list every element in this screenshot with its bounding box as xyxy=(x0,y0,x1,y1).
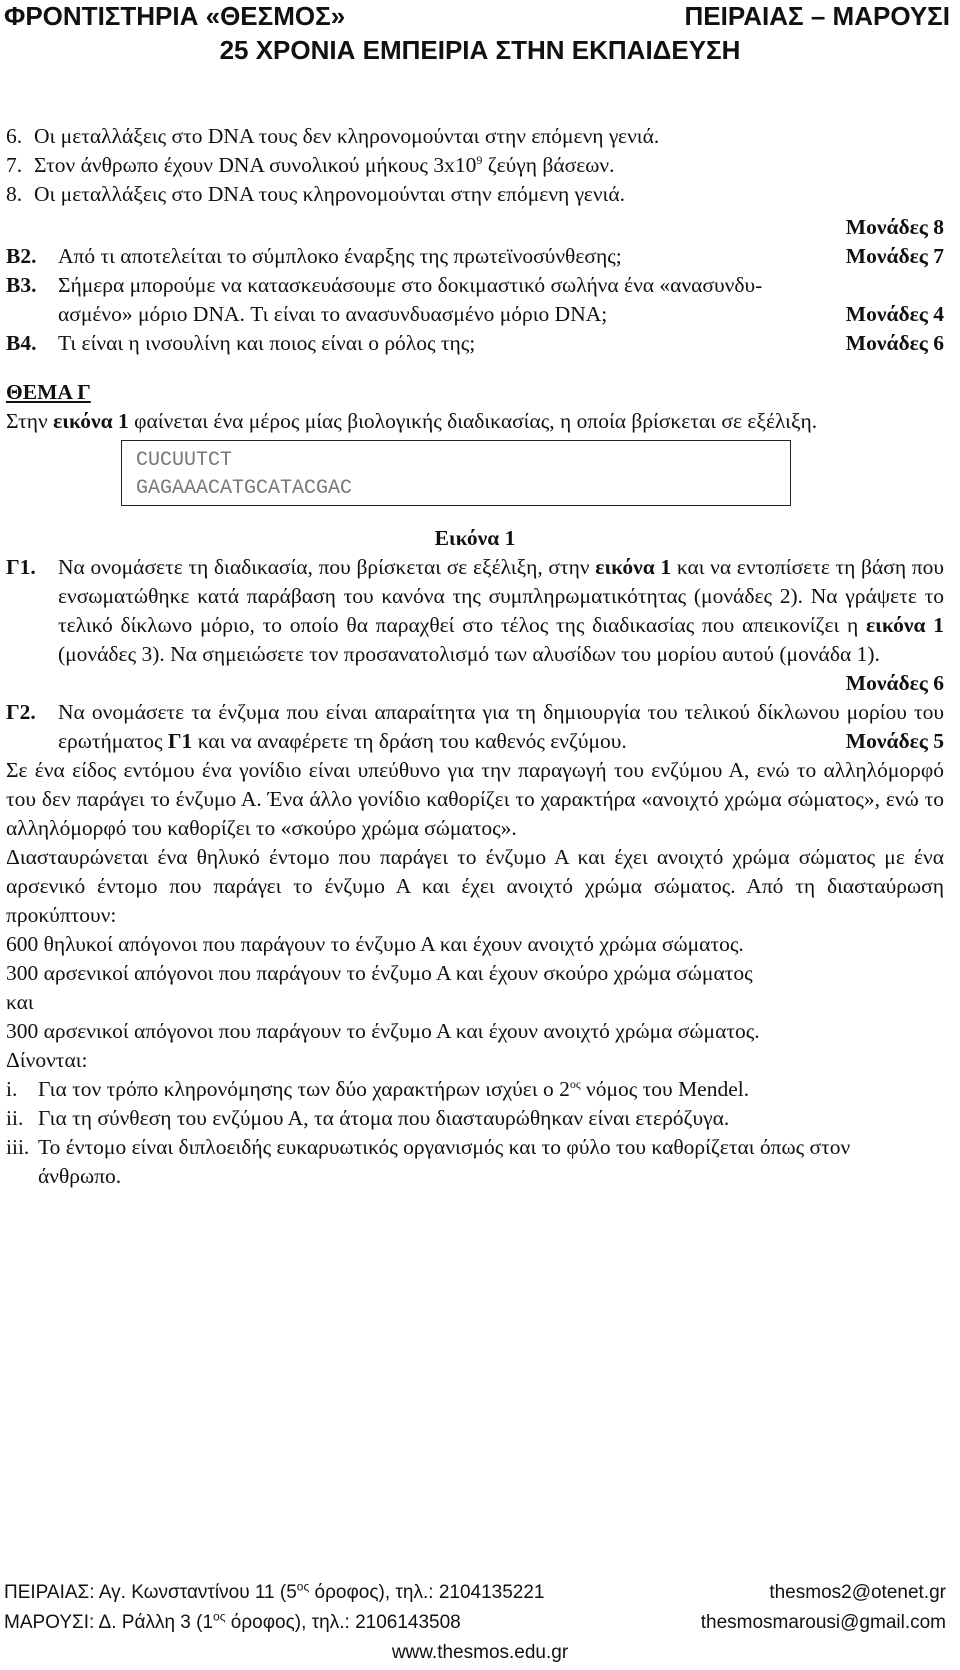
statement-item: 8. Οι μεταλλάξεις στο DNA τους κληρονομούνται στην επόμενη γενιά. xyxy=(6,182,625,206)
header-subtitle: 25 ΧΡΟΝΙΑ ΕΜΠΕΙΡΙΑ ΣΤΗΝ ΕΚΠΑΙΔΕΥΣΗ xyxy=(219,35,741,65)
footer-address-piraeus: ΠΕΙΡΑΙΑΣ: Αγ. Κωνσταντίνου 11 ($5^{o\varsigma}$ όροφος), τηλ.: 2104135221 xyxy=(4,1579,545,1603)
b1-marks: Μονάδες 8 xyxy=(845,215,944,239)
result-line: 300 αρσενικοί απόγονοι που παράγουν το ένζυμο Α και έχουν ανοιχτό χρώμα σώματος. xyxy=(6,1019,760,1043)
g2-marks: Μονάδες 5 xyxy=(845,729,944,753)
sequence-strand-2: GAGAAACATGCATACGAC xyxy=(136,477,353,500)
result-line: και xyxy=(6,990,34,1014)
g1-marks: Μονάδες 6 xyxy=(845,671,944,695)
question-g2: Γ2. Να ονομάσετε τα ένζυμα που είναι απαραίτητα για τη δημιουργία του τελικού δίκλωνου μορίου του ερωτήματος Γ1 και να αναφέρετε τη δράση του καθενός ενζύμου. Μονάδες 5 xyxy=(6,698,944,756)
footer-address-marousi: ΜΑΡΟΥΣΙ: Δ. Ράλλη 3 ($1^{o\varsigma}$ όροφος), τηλ.: 2106143508 xyxy=(4,1609,461,1633)
b4-marks: Μονάδες 6 xyxy=(845,331,944,355)
result-line: 600 θηλυκοί απόγονοι που παράγουν το ένζυμο Α και έχουν ανοιχτό χρώμα σώματος. xyxy=(6,932,744,956)
header-brand: ΦΡΟΝΤΙΣΤΗΡΙΑ «ΘΕΣΜΟΣ» xyxy=(4,1,346,31)
page-header xyxy=(0,0,960,32)
question-b4: Β4. Τι είναι η ινσουλίνη και ποιος είναι ο ρόλος της; Μονάδες 6 xyxy=(6,329,944,358)
given-label: Δίνονται: xyxy=(6,1048,88,1072)
question-g1: Γ1. Να ονομάσετε τη διαδικασία, που βρίσκεται σε εξέλιξη, στην εικόνα 1 και να εντοπίσετε τη βάση που ενσωματώθηκε κατά παράβαση του κανόνα της συμπληρωματικότητας (μονάδες 2). Να γράψετε το τελικό δίκλωνο μόριο, το οποίο θα παραχθεί στο τέλος της διαδικασίας που απεικονίζει η εικόνα 1 (μονάδες 3). Να σημειώσετε τον προσανατολισμό των αλυσίδων του μορίου αυτού (μονάδα 1). xyxy=(6,555,944,666)
exam-body xyxy=(6,122,944,1191)
b2-marks: Μονάδες 7 xyxy=(845,244,944,268)
header-locations: ΠΕΙΡΑΙΑΣ – ΜΑΡΟΥΣΙ xyxy=(684,1,950,31)
statement-item: 7. Στον άνθρωπο έχουν DNA συνολικού μήκους $3x10^9$ ζεύγη βάσεων. xyxy=(6,152,615,177)
given-item: ii. Για τη σύνθεση του ενζύμου Α, τα άτομα που διασταυρώθηκαν είναι ετερόζυγα. xyxy=(6,1106,730,1130)
footer-email-link[interactable]: thesmosmarousi@gmail.com xyxy=(700,1612,946,1633)
given-item: iii. Το έντομο είναι διπλοειδής ευκαρυωτικός οργανισμός και το φύλο του καθορίζεται όπως στον άνθρωπο. xyxy=(6,1135,851,1188)
footer-email-link[interactable]: thesmos2@otenet.gr xyxy=(769,1582,946,1603)
statement-item: 6. Οι μεταλλάξεις στο DNA τους δεν κληρονομούνται στην επόμενη γενιά. xyxy=(6,124,660,148)
paragraph: Διασταυρώνεται ένα θηλυκό έντομο που παράγει το ένζυμο Α και έχει ανοιχτό χρώμα σώματος με ένα αρσενικό έντομο που παράγει το ένζυμο Α και έχει ανοιχτό χρώμα σώματος. Από τη διασταύρωση προκύπτουν: xyxy=(6,845,944,927)
section-title: ΘΕΜΑ Γ xyxy=(6,380,91,404)
figure-caption: Εικόνα 1 xyxy=(434,526,516,550)
sequence-figure xyxy=(121,440,791,506)
section-intro: Στην εικόνα 1 φαίνεται ένα μέρος μίας βιολογικής διαδικασίας, η οποία βρίσκεται σε εξέλιξη. xyxy=(6,409,818,433)
question-b2: Β2. Από τι αποτελείται το σύμπλοκο έναρξης της πρωτεϊνοσύνθεσης; Μονάδες 7 xyxy=(6,242,944,271)
paragraph: Σε ένα είδος εντόμου ένα γονίδιο είναι υπεύθυνο για την παραγωγή του ενζύμου Α, ενώ το αλληλόμορφό του δεν παράγει το ένζυμο Α. Ένα άλλο γονίδιο καθορίζει το χαρακτήρα «ανοιχτό χρώμα σώματος», ενώ το αλληλόμορφό του καθορίζει το «σκούρο χρώμα σώματος». xyxy=(6,758,944,840)
given-item: i. Για τον τρόπο κληρονόμησης των δύο χαρακτήρων ισχύει ο $2^{o\varsigma}$ νόμος του Mendel. xyxy=(6,1076,750,1101)
statement-list xyxy=(6,122,781,209)
b3-marks: Μονάδες 4 xyxy=(845,302,944,326)
footer-website-link[interactable]: www.thesmos.edu.gr xyxy=(391,1642,569,1663)
sequence-strand-1: CUCUUTCT xyxy=(136,449,233,472)
result-line: 300 αρσενικοί απόγονοι που παράγουν το ένζυμο Α και έχουν σκούρο χρώμα σώματος xyxy=(6,961,753,985)
question-b3: Β3. Σήμερα μπορούμε να κατασκευάσουμε στο δοκιμαστικό σωλήνα ένα «ανασυνδυ- ασμένο» μόριο DNA. Τι είναι το ανασυνδυασμένο μόριο DNA; Μονάδες 4 xyxy=(6,271,944,329)
